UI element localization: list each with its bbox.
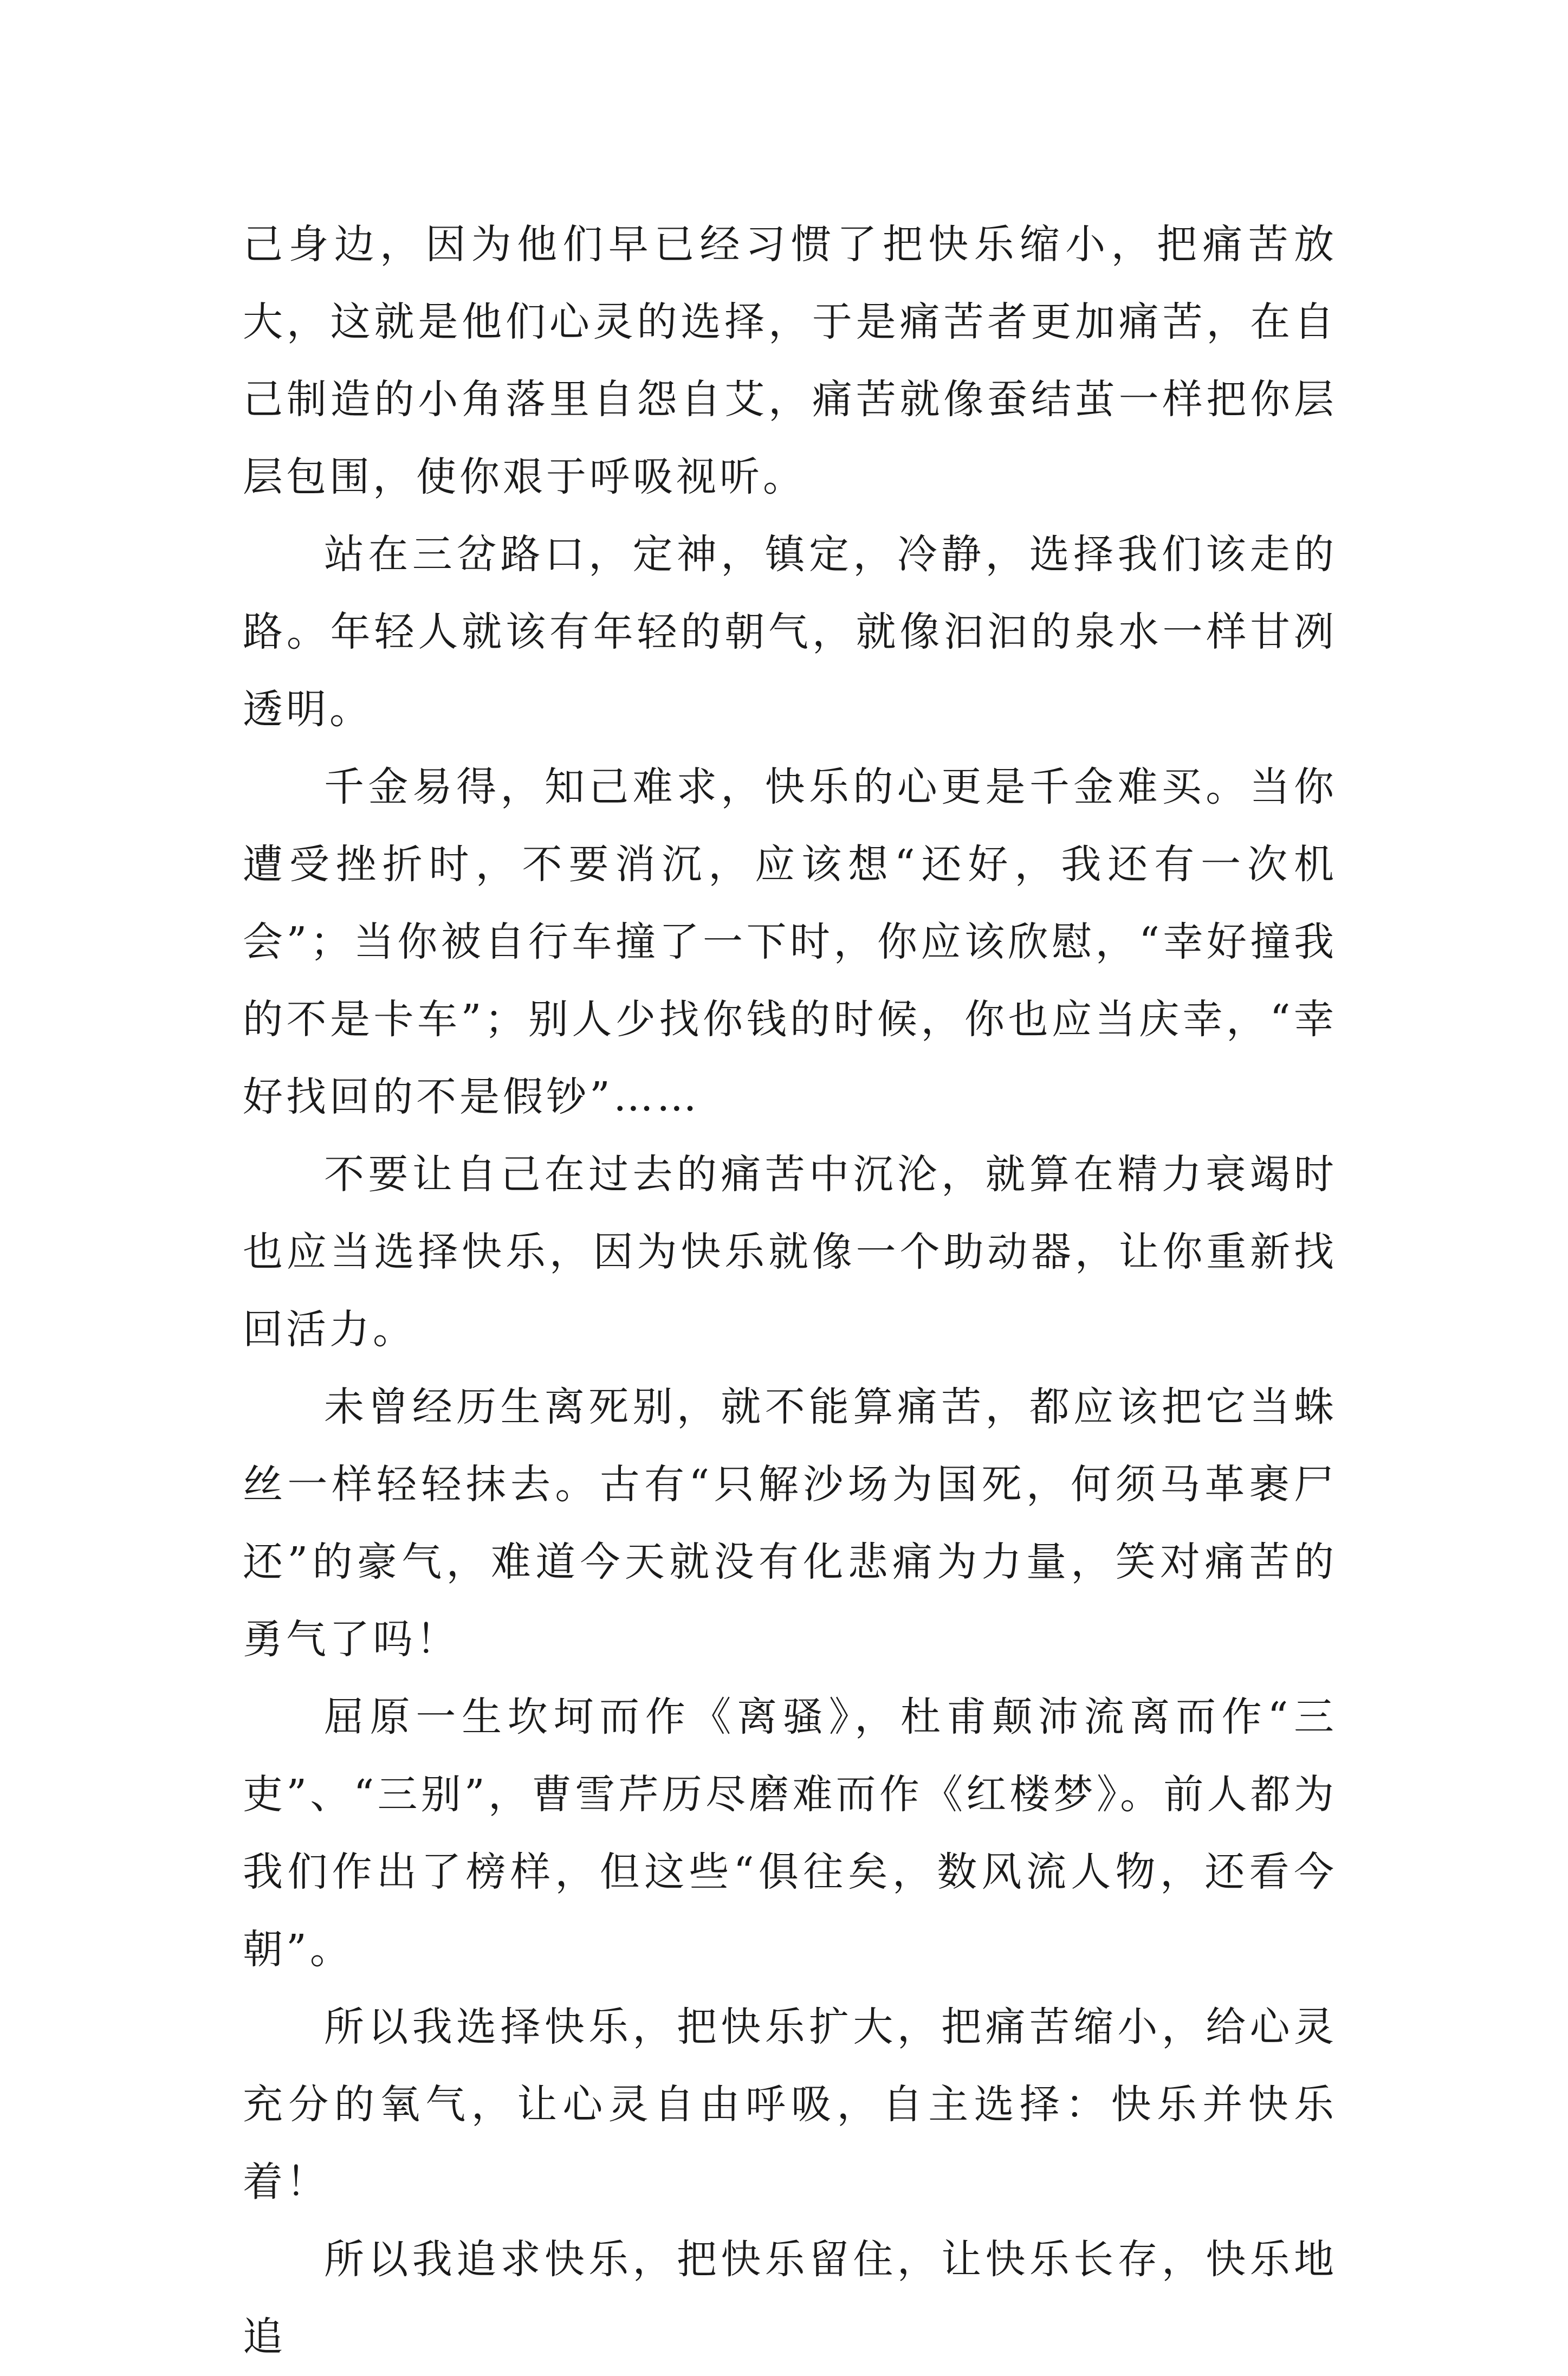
paragraph: 己身边，因为他们早已经习惯了把快乐缩小，把痛苦放大，这就是他们心灵的选择，于是痛苦者更加痛苦，在自己制造的小角落里自怨自艾，痛苦就像蚕结茧一样把你层层包围，使你艰于呼吸视听。 (243, 221, 1337, 500)
paragraph: 千金易得，知己难求，快乐的心更是千金难买。当你遭受挫折时，不要消沉，应该想“还好，我还有一次机会”；当你被自行车撞了一下时，你应该欣慰，“幸好撞我的不是卡车”；别人少找你钱的时候，你也应当庆幸，“幸好找回的不是假钞”…… (243, 764, 1337, 1120)
paragraph: 不要让自己在过去的痛苦中沉沦，就算在精力衰竭时也应当选择快乐，因为快乐就像一个助动器，让你重新找回活力。 (243, 1151, 1337, 1353)
paragraph: 未曾经历生离死别，就不能算痛苦，都应该把它当蛛丝一样轻轻抹去。古有“只解沙场为国死，何须马革裹尸还”的豪气，难道今天就没有化悲痛为力量，笑对痛苦的勇气了吗！ (243, 1384, 1337, 1663)
paragraph: 屈原一生坎坷而作《离骚》，杜甫颠沛流离而作“三吏”、“三别”，曹雪芹历尽磨难而作《红楼梦》。前人都为我们作出了榜样，但这些“俱往矣，数风流人物，还看今朝”。 (243, 1694, 1337, 1973)
paragraph: 所以我追求快乐，把快乐留住，让快乐长存，快乐地追 (243, 2236, 1337, 2360)
paragraph: 站在三岔路口，定神，镇定，冷静，选择我们该走的路。年轻人就该有年轻的朝气，就像汩汩的泉水一样甘冽透明。 (243, 531, 1337, 733)
paragraph: 所以我选择快乐，把快乐扩大，把痛苦缩小，给心灵充分的氧气，让心灵自由呼吸，自主选择：快乐并快乐着！ (243, 2004, 1337, 2205)
essay-body (243, 206, 1337, 2376)
